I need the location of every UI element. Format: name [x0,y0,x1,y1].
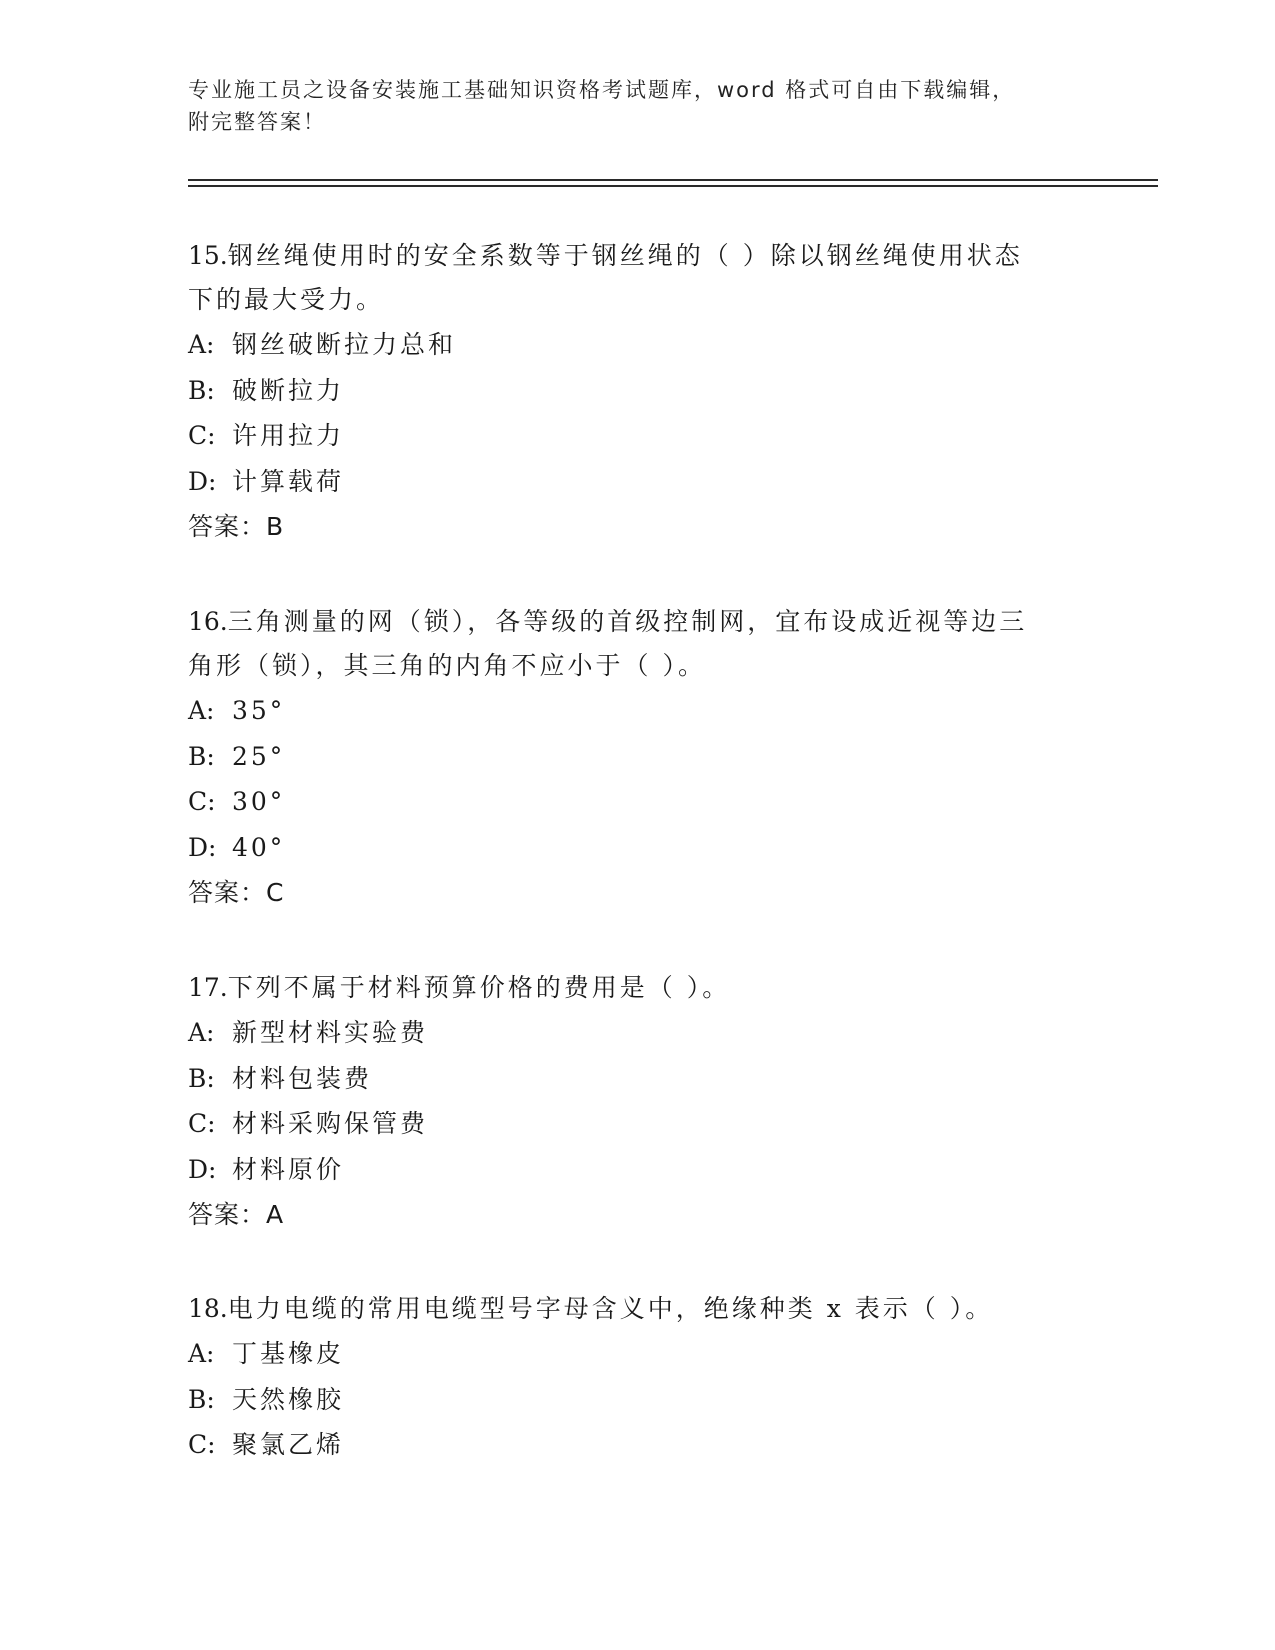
option-key: D: [188,466,217,496]
option-b [188,1377,1088,1423]
question-number: 16. [188,607,228,636]
option-key: B: [188,1063,215,1093]
option-b [188,368,1088,414]
option-text: 30° [232,787,286,816]
option-key: C: [188,421,216,450]
option-key: C: [188,1430,216,1459]
answer-label: 答案：C [188,878,285,907]
option-c [188,1101,1088,1147]
question-stem-line-1: 钢丝绳使用时的安全系数等于钢丝绳的（ ）除以钢丝绳使用状态 [227,241,1023,270]
option-c [188,1422,1088,1468]
option-text: 聚氯乙烯 [232,1430,345,1459]
option-c [188,413,1088,459]
option-key: B: [188,741,215,771]
option-key: B: [188,1384,215,1414]
option-c [188,779,1088,825]
option-key: A: [188,696,215,725]
option-text: 钢丝破断拉力总和 [232,330,457,359]
option-d [188,1147,1088,1193]
option-a [188,688,1088,734]
option-text: 天然橡胶 [232,1384,345,1414]
header-line-2: 附完整答案！ [188,110,326,134]
option-text: 35° [232,696,286,725]
answer-label: 答案：A [188,1200,285,1229]
question-stem-line-1: 三角测量的网（锁），各等级的首级控制网，宜布设成近视等边三 [227,607,1028,636]
option-a [188,1331,1088,1377]
option-text: 材料原价 [232,1154,345,1184]
option-text: 破断拉力 [232,375,345,405]
option-text: 25° [232,741,286,771]
option-d [188,459,1088,505]
question-stem [188,600,1088,644]
question-stem-line-2: 角形（锁），其三角的内角不应小于（ ）。 [188,651,706,680]
option-key: D: [188,832,217,862]
header-divider-top [188,179,1158,181]
option-key: B: [188,375,215,405]
question-stem [188,966,1088,1010]
option-key: D: [188,1154,217,1184]
question-stem-line-2: 下的最大受力。 [188,285,385,314]
option-key: A: [188,1018,215,1047]
option-text: 材料包装费 [232,1063,373,1093]
question-number: 18. [188,1294,228,1323]
option-d [188,825,1088,871]
option-text: 计算载荷 [232,466,345,496]
question-stem-line-1: 下列不属于材料预算价格的费用是（ ）。 [227,973,731,1002]
question-18 [188,1287,1088,1468]
option-a [188,322,1088,368]
option-key: C: [188,1109,216,1138]
option-key: A: [188,330,215,359]
option-text: 材料采购保管费 [232,1109,429,1138]
question-number: 15. [188,241,228,270]
question-15 [188,234,1088,550]
question-16 [188,600,1088,916]
question-stem-line-1: 电力电缆的常用电缆型号字母含义中，绝缘种类 x 表示（ ）。 [227,1294,994,1323]
question-number: 17. [188,973,228,1002]
option-key: A: [188,1339,215,1368]
answer-label: 答案：B [188,512,285,541]
option-text: 40° [232,832,286,862]
question-stem [188,234,1088,278]
option-text: 许用拉力 [232,421,345,450]
option-key: C: [188,787,216,816]
header-divider-bottom [188,185,1158,187]
option-a [188,1010,1088,1056]
question-stem [188,1287,1088,1331]
option-text: 新型材料实验费 [232,1018,429,1047]
header-line-1: 专业施工员之设备安装施工基础知识资格考试题库，word 格式可自由下载编辑， [188,78,1016,102]
option-b [188,734,1088,780]
option-b [188,1056,1088,1102]
option-text: 丁基橡皮 [232,1339,345,1368]
document-header [188,74,1088,138]
question-17 [188,966,1088,1238]
